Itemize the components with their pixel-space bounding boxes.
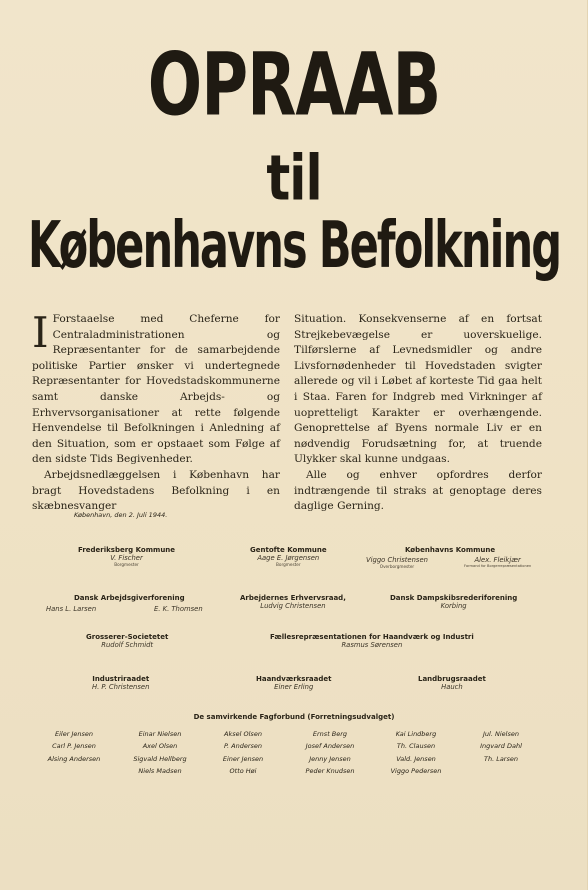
fagforbund-name: Ernst Berg [312,730,348,738]
signature-role: Overborgmester [379,564,415,569]
fagforbund-name: Th. Larsen [483,754,518,763]
title-opraab: OPRAAB [147,36,441,136]
drop-cap: I [32,308,49,357]
signature-org: Landbrugsraadet [418,675,486,683]
title-til: til [266,142,322,215]
fagforbund-name: Einar Nielsen [138,730,182,738]
signature-arbejdernes [240,594,346,610]
signature-role: Borgmester [114,562,139,567]
signature-org: Københavns Kommune [405,546,496,554]
signature-faellesrepraesentationen [270,633,474,649]
signature-arbejdsgiver-1 [46,605,96,613]
signature-name: Ludvig Christensen [260,602,326,610]
signature-name: H. P. Christensen [92,683,150,691]
signature-name: Alex. Fleikjær [474,556,521,564]
fagforbund-column-2 [128,728,192,777]
signature-grosserer [86,633,168,649]
signature-arbejdsgiver-2 [154,605,203,613]
fagforbund-column-4 [296,728,364,777]
fagforbund-name: Th. Clausen [396,742,436,751]
signature-gentofte [250,546,327,567]
fagforbund-name: Vald. Jensen [396,754,436,763]
paragraph-appeal: Alle og enhver opfordres derfor indtrængende til straks at genoptage deres daglige Gerning. [294,468,542,513]
signature-landbrugsraadet [418,675,486,691]
signature-arbejdsgiverforening [74,594,185,602]
fagforbund-name: Viggo Pedersen [390,766,442,775]
signature-name: V. Fischer [110,554,143,562]
fagforbund-name: Otto Høi [229,766,257,775]
title-befolkning: Københavns Befolkning [27,209,561,283]
fagforbund-name: Jul. Nielsen [483,730,519,738]
fagforbund-name: Aksel Olsen [224,730,262,738]
text-column-left [32,308,280,515]
signature-koebenhavn-1 [366,556,428,569]
fagforbund-name: Eiler Jensen [55,730,93,738]
signature-koebenhavn-2 [464,556,531,568]
text-column-right [294,312,542,515]
fagforbund-column-5 [384,728,448,777]
signature-org: Dansk Dampskibsrederiforening [390,594,518,602]
signature-name: Einer Erling [274,683,314,691]
signature-haandvaerksraadet [256,675,331,691]
fagforbund-name: Carl P. Jensen [52,742,96,751]
signature-koebenhavn [405,546,495,554]
fagforbund-name: Peder Knudsen [305,766,355,775]
fagforbund-name: P. Andersen [223,742,263,751]
signature-org: Frederiksberg Kommune [78,546,176,554]
fagforbund-name: Ingvard Dahl [480,742,522,751]
paragraph-intro [32,308,280,468]
fagforbund-heading: De samvirkende Fagforbund (Forretningsudvalget) [193,713,395,721]
signature-name: Hauch [441,683,463,691]
signature-industriraadet [92,675,149,691]
fagforbund-name: Kai Lindberg [395,730,437,738]
signature-org: Grosserer-Societetet [86,633,169,641]
fagforbund-name: Sigvald Hellberg [133,754,187,763]
signature-org: Arbejdernes Erhvervsraad, [240,594,346,602]
fagforbund-name: Alsing Andersen [47,754,101,763]
signature-org: Gentofte Kommune [250,546,327,554]
signature-name: Viggo Christensen [366,556,428,564]
fagforbund-column-6 [470,728,532,765]
signature-org: Industriraadet [92,675,150,683]
paragraph-consequences: Situation. Konsekvenserne af en fortsat Strejkebevægelse er uoverskuelige. Tilførslerne af Levnedsmidler og andre Livsfornødenheder til Hovedstaden svigter allerede og vil i Løbet af korteste Tid gaa helt i Staa. Faren for Indgreb med Virkninger af uopretteligt Karakter er overhængende. Genoprettelse af Byens normale Liv er en nødvendig Forudsætning for, at truende Ulykker skal kunne undgaas. [294,313,542,466]
signature-name: Rudolf Schmidt [101,641,154,649]
fagforbund-name: Jenny Jensen [309,754,351,763]
fagforbund-name: Josef Andersen [305,742,355,751]
signature-org: Dansk Arbejdsgiverforening [74,594,185,602]
paragraph-intro-text: Forstaaelse med Cheferne for Centraladministrationen og Repræsentanter for de samarbejdende politiske Partier ønsker vi undertegnede Repræsentanter for Hovedstadskommunerne samt danske Arbejds- og Erhvervsorganisationer at rette følgende Henvendelse til Befolkningen i Anledning af den Situation, som er opstaaet som Følge af den sidste Tids Begivenheder. [32,313,280,466]
signature-name: E. K. Thomsen [154,605,203,613]
paragraph-strike: Arbejdsnedlæggelsen i København har bragt Hovedstadens Befolkning i en skæbnesvanger [32,468,280,513]
fagforbund-column-3 [212,728,274,777]
proclamation-text [32,308,542,515]
signature-role: Borgmester [276,562,301,567]
signature-org: Haandværksraadet [256,675,332,683]
fagforbund-name: Niels Madsen [138,766,182,775]
signature-name: Rasmus Sørensen [341,641,403,649]
signature-frederiksberg [78,546,175,567]
fagforbund-column-1 [44,728,104,765]
fagforbund-name: Axel Olsen [142,742,178,751]
signature-name: Hans L. Larsen [46,605,97,613]
signature-dampskibsrederiforening [390,594,517,610]
signature-name: Korbing [440,602,467,610]
signature-org: Fællesrepræsentationen for Haandværk og Industri [270,633,474,641]
signature-role: Formand for Borgerrepræsentationen [464,564,532,568]
signature-name: Aage E. Jørgensen [257,554,320,562]
fagforbund-name: Einer Jensen [222,754,264,763]
dateline: København, den 2. Juli 1944. [74,511,168,519]
